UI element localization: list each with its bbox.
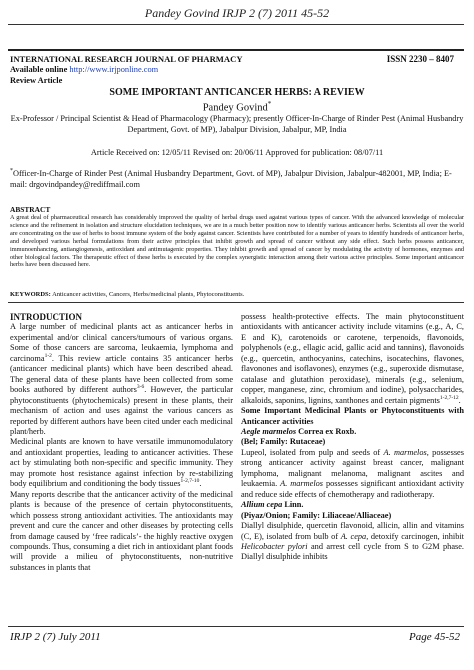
species-name: A. marmelos <box>383 447 427 457</box>
introduction-heading: INTRODUCTION <box>10 312 83 322</box>
footer-citation: IRJP 2 (7) July 2011 <box>10 631 101 643</box>
author-name: Pandey Govind <box>202 102 268 114</box>
masthead-rule <box>8 49 464 51</box>
author-line <box>0 100 474 114</box>
journal-name: INTERNATIONAL RESEARCH JOURNAL OF PHARMACY <box>10 54 243 64</box>
plant-authority: Linn. <box>284 500 304 510</box>
intro-paragraph-2 <box>10 437 233 489</box>
species-name: A. marmelos <box>280 479 324 489</box>
keywords-label: KEYWORDS: <box>10 291 51 298</box>
availability-line <box>10 65 158 74</box>
article-type: Review Article <box>10 76 63 85</box>
keywords <box>10 291 464 298</box>
plant-2-name <box>241 500 464 510</box>
affiliation: Ex-Professor / Principal Scientist & Head of Pharmacology (Pharmacy); presently Officer-In-Charge of Rinder Pest (Animal Husbandry Department, Govt. of MP), Jabalpur Division, Jabalpur, MP, India <box>10 114 464 134</box>
available-label: Available online <box>10 65 68 74</box>
correspondence <box>10 166 464 190</box>
species-name: A. cepa <box>340 531 367 541</box>
running-header: Pandey Govind IRJP 2 (7) 2011 45-52 <box>144 6 330 20</box>
body-text: , detoxify carcinogen, inhibit <box>366 531 464 541</box>
body-text: . <box>458 395 461 405</box>
intro-text: . This review article contains 35 anticancer herbs (anticancer medicinal plants) which have been described ahead. The general data of these plants have been collected from some books authored by different authors <box>10 353 233 395</box>
species-name: Helicobacter pylori <box>241 541 308 551</box>
body-text: Diallyl disulphide, quercetin flavonoid, allicin, allin and vitamins (C, E), isolated from bulb of <box>241 521 464 541</box>
plant-2-description <box>241 521 464 563</box>
citation: 1-2,7-10 <box>180 478 200 485</box>
right-paragraph-1 <box>241 312 464 406</box>
plant-1-description <box>241 448 464 500</box>
plant-1-name <box>241 427 464 437</box>
abstract-text: A great deal of pharmaceutical research has considerably improved the quality of herbal drugs used against various types of cancer. With the advanced knowledge of molecular science and the refinement in isolation and structure elucidation techniques, we are in a much better position now to identify various anticancer herbs. Scientists all over the world are concentrating on the use of herbs to boost immune system of the body against cancer. Scientists have contributed for a number of years to identify hundreds of anticancer herbs, and developed various herbal formulations from their active principles that inhibit growth and spread of cancer without any side effect. Such herbs possess anticancer, immunoenhancing, antiangiogenesis, antioxidant and antimutagenic properties. They inhibit growth and spread of cancer by modulating the activity of hormones, enzymes and other biological factors. The therapeutic effect of these herbs is executed by the complex synergistic interaction among their various active principles. Some important anticancer herbs have been discussed here. <box>10 214 464 269</box>
abstract-heading: ABSTRACT <box>10 205 51 214</box>
plant-authority: Correa ex Roxb. <box>298 426 357 436</box>
author-mark: * <box>267 100 272 108</box>
issn: ISSN 2230 – 8407 <box>386 54 454 64</box>
intro-text: . However, the particular phytoconstituents (phytochemicals) present in these plants, their mechanism of action and uses against the various cancers as reported by different authors have been cited under each medicinal plant/herb. <box>10 385 234 436</box>
correspondence-mark: * <box>10 168 13 174</box>
intro-paragraph-1 <box>10 322 233 437</box>
body-text: and arrest cell cycle from S to G2M phase. Diallyl disulphide inhibits <box>241 541 464 562</box>
journal-url-link[interactable]: http://www.irjponline.com <box>69 65 159 74</box>
left-column <box>10 312 233 573</box>
body-text: , possesses strong anticancer activity against breast cancer, malignant lymphoma, malignant melanoma, malignant ascites and leukaemia. <box>241 447 464 489</box>
citation: 1-2 <box>44 353 52 360</box>
intro-text: . <box>199 479 202 489</box>
citation: 3-6 <box>136 384 145 391</box>
article-title: SOME IMPORTANT ANTICANCER HERBS: A REVIEW <box>109 87 365 98</box>
footer-pages: Page 45-52 <box>408 631 460 643</box>
intro-text: A large number of medicinal plants act as anticancer herbs in experimental and/or clinical cancers/tumours of various organs. Some of those cancers are sarcoma, leukaemia, lymphoma and carcinoma <box>10 322 233 363</box>
plants-section-heading: Some Important Medicinal Plants or Phytoconstituents with Anticancer activities <box>241 406 464 426</box>
body-text: possess health-protective effects. The main phytoconstituent antioxidants with anticancer activity include vitamins (e.g., A, C, E and K), carotenoids or carotene, terpenoids, flavonoids, polyphenols (e.g., ellagic acid, gallic acid and tannins), flavonoids (e.g., quercetin, anthocyanins, catechins, isocatechins, flavones, flavonones and isoflavones), enzymes (e.g., superoxide dismutase, catalase and glutathion peroxidase), minerals (e.g., selenium, copper, manganese, zinc, chromium and iodine), polysaccharides, alkaloids, saponins, lignins, xanthones and certain pigments <box>241 312 464 405</box>
abstract-rule <box>8 302 464 303</box>
plant-latin-name: Allium cepa <box>241 500 283 510</box>
keywords-text: Anticancer activities, Cancers, Herbs/medicinal plants, Phytoconstituents. <box>52 291 245 298</box>
intro-paragraph-3: Many reports describe that the anticancer activity of the medicinal plants is because of the presence of certain phytoconstituents, which possess strong antioxidant activities. The antioxidants may prevent and cure the cancer and other diseases by protecting cells from damage caused by ‘free radicals’- the highly reactive oxygen compounds. Thus, consuming a diet rich in antioxidant plant foods will provide a milieu of phytoconstituents, non-nutritive substances in plants that <box>10 489 233 572</box>
received-dates: Article Received on: 12/05/11 Revised on: 20/06/11 Approved for publication: 08/07/11 <box>90 148 384 157</box>
header-rule <box>8 24 464 25</box>
footer-rule <box>8 626 464 627</box>
right-column <box>241 312 464 563</box>
plant-2-family: (Piyaz/Onion; Family: Liliaceae/Alliaceae) <box>241 510 392 520</box>
citation: 1-2,7-12 <box>439 394 459 401</box>
intro-text: Medicinal plants are known to have versatile immunomodulatory and antioxidant properties, leading to anticancer activities. These act by stimulating both non-specific and specific immunity. They may promote host resistance against infection by re-stabilizing body equilibrium and conditioning the body tissues <box>10 437 233 489</box>
body-text: possesses significant antioxidant activity and reduce side effects of chemotherapy and radiotherapy. <box>241 479 464 499</box>
plant-1-family: (Bel; Family: Rutaceae) <box>241 437 326 447</box>
body-text: Lupeol, isolated from pulp and seeds of <box>241 447 384 457</box>
correspondence-text: Officer-In-Charge of Rinder Pest (Animal Husbandry Department, Govt. of MP), Jabalpur Division, Jabalpur-482001, MP, India; E-mail: drgovindpandey@rediffmail.com <box>10 168 452 189</box>
plant-latin-name: Aegle marmelos <box>241 426 297 436</box>
